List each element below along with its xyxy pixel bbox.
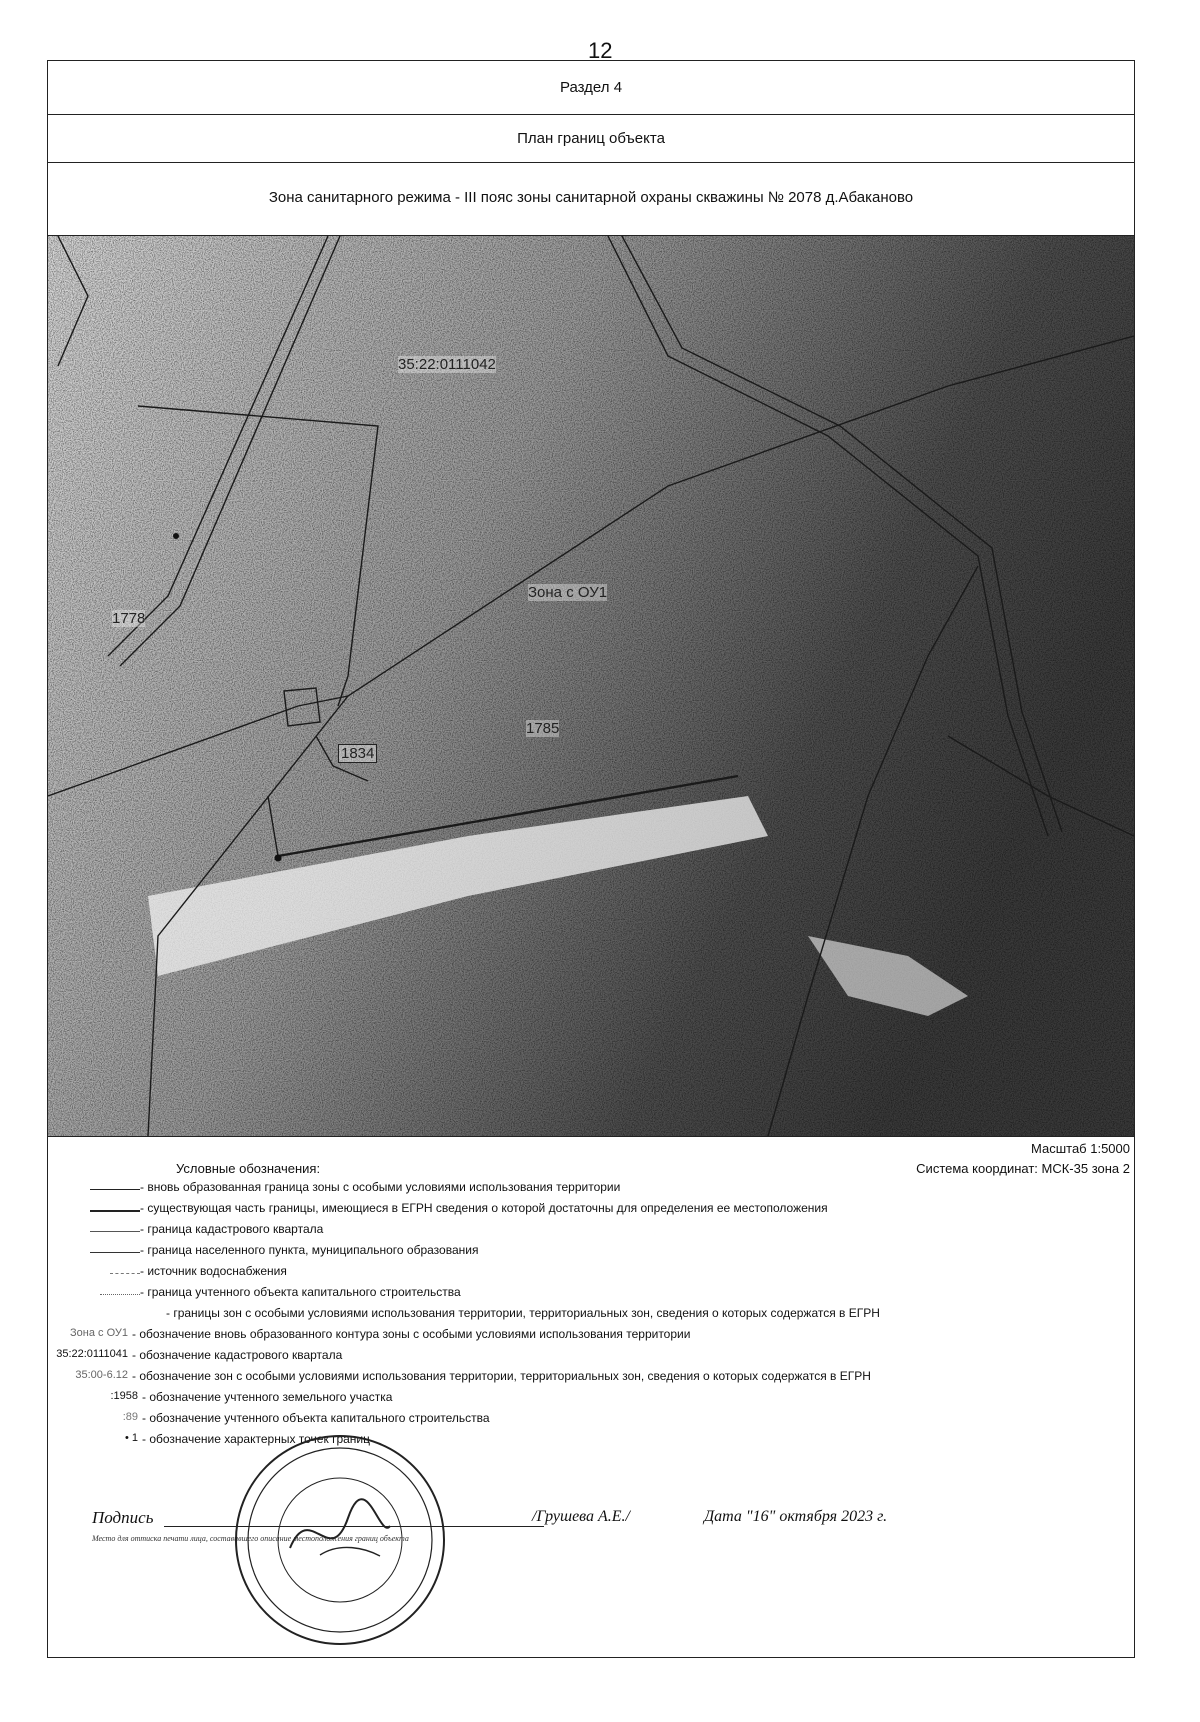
legend-item: - существующая часть границы, имеющиеся в ЕГРН сведения о которой достаточны для определения ее местоположения — [48, 1201, 1128, 1222]
coordinate-system: Система координат: МСК-35 зона 2 — [916, 1161, 1130, 1176]
legend-line-building — [100, 1294, 140, 1295]
signature-label: Подпись — [92, 1508, 154, 1527]
section-title: Раздел 4 — [559, 79, 623, 96]
map-texture — [48, 236, 1134, 1136]
label-zone: Зона с ОУ1 — [528, 584, 608, 601]
legend-line-new-boundary — [90, 1189, 140, 1190]
legend-line-water-source — [110, 1273, 140, 1274]
characteristic-point — [275, 855, 282, 862]
boundary-map — [48, 235, 1134, 1137]
legend-item: - границы зон с особыми условиями использования территории, территориальных зон, сведения о которых содержатся в ЕГРН — [166, 1306, 880, 1320]
legend-item: - источник водоснабжения — [48, 1264, 1128, 1285]
label-parcel-1834: 1834 — [338, 744, 377, 763]
legend-line-quarter — [90, 1231, 140, 1232]
signature-date: Дата "16" октября 2023 г. — [704, 1508, 888, 1525]
plan-title: План границ объекта — [517, 129, 665, 147]
legend-line-existing-boundary — [90, 1210, 140, 1212]
signer-name: /Грушева А.Е./ — [532, 1508, 630, 1525]
map-image — [48, 236, 1134, 1136]
handwritten-signature — [290, 1499, 390, 1548]
legend-item: - вновь образованная граница зоны с особыми условиями использования территории — [48, 1180, 1128, 1201]
label-parcel-1785: 1785 — [526, 720, 560, 737]
legend-item: 35:22:0111041 - обозначение кадастрового квартала — [56, 1348, 343, 1362]
document-frame — [47, 60, 1135, 1658]
stamp-inner-ring — [278, 1478, 402, 1602]
stamp-mid-ring — [248, 1448, 432, 1632]
legend-item: - граница кадастрового квартала — [48, 1222, 1128, 1243]
page-number: 12 — [588, 38, 613, 63]
legend-item: Зона с ОУ1 - обозначение вновь образованного контура зоны с особыми условиями использования территории — [70, 1327, 691, 1341]
legend-line-settlement — [90, 1252, 140, 1253]
legend-item: - граница населенного пункта, муниципального образования — [48, 1243, 1128, 1264]
legend-item: 35:00-6.12 - обозначение зон с особыми условиями использования территории, территориальных зон, сведения о которых содержатся в ЕГРН — [75, 1369, 871, 1383]
legend-item: • 1 - обозначение характерных точек границ — [124, 1432, 370, 1446]
legend-title: Условные обозначения: — [176, 1161, 321, 1176]
legend-item: - граница учтенного объекта капитального строительства — [48, 1285, 1128, 1306]
zone-title: Зона санитарного режима - III пояс зоны санитарной охраны скважины № 2078 д.Абаканово — [268, 189, 914, 206]
stamp-outer-ring — [236, 1436, 444, 1644]
map-scale: Масштаб 1:5000 — [1031, 1141, 1130, 1156]
section-header — [48, 61, 1134, 115]
label-parcel-1778: 1778 — [112, 610, 146, 627]
water-source-point — [173, 533, 179, 539]
signature-underline — [320, 1547, 380, 1556]
legend-item: :89 - обозначение учтенного объекта капитального строительства — [122, 1411, 490, 1425]
plan-header — [48, 114, 1134, 163]
legend-item: :1958 - обозначение учтенного земельного участка — [110, 1390, 393, 1404]
engineer-stamp — [230, 1430, 450, 1650]
label-quarter: 35:22:0111042 — [398, 356, 496, 373]
stamp-place-note: Место для оттиска печати лица, составившего описание местоположения границ объекта — [92, 1534, 409, 1543]
legend — [48, 1180, 1128, 1453]
